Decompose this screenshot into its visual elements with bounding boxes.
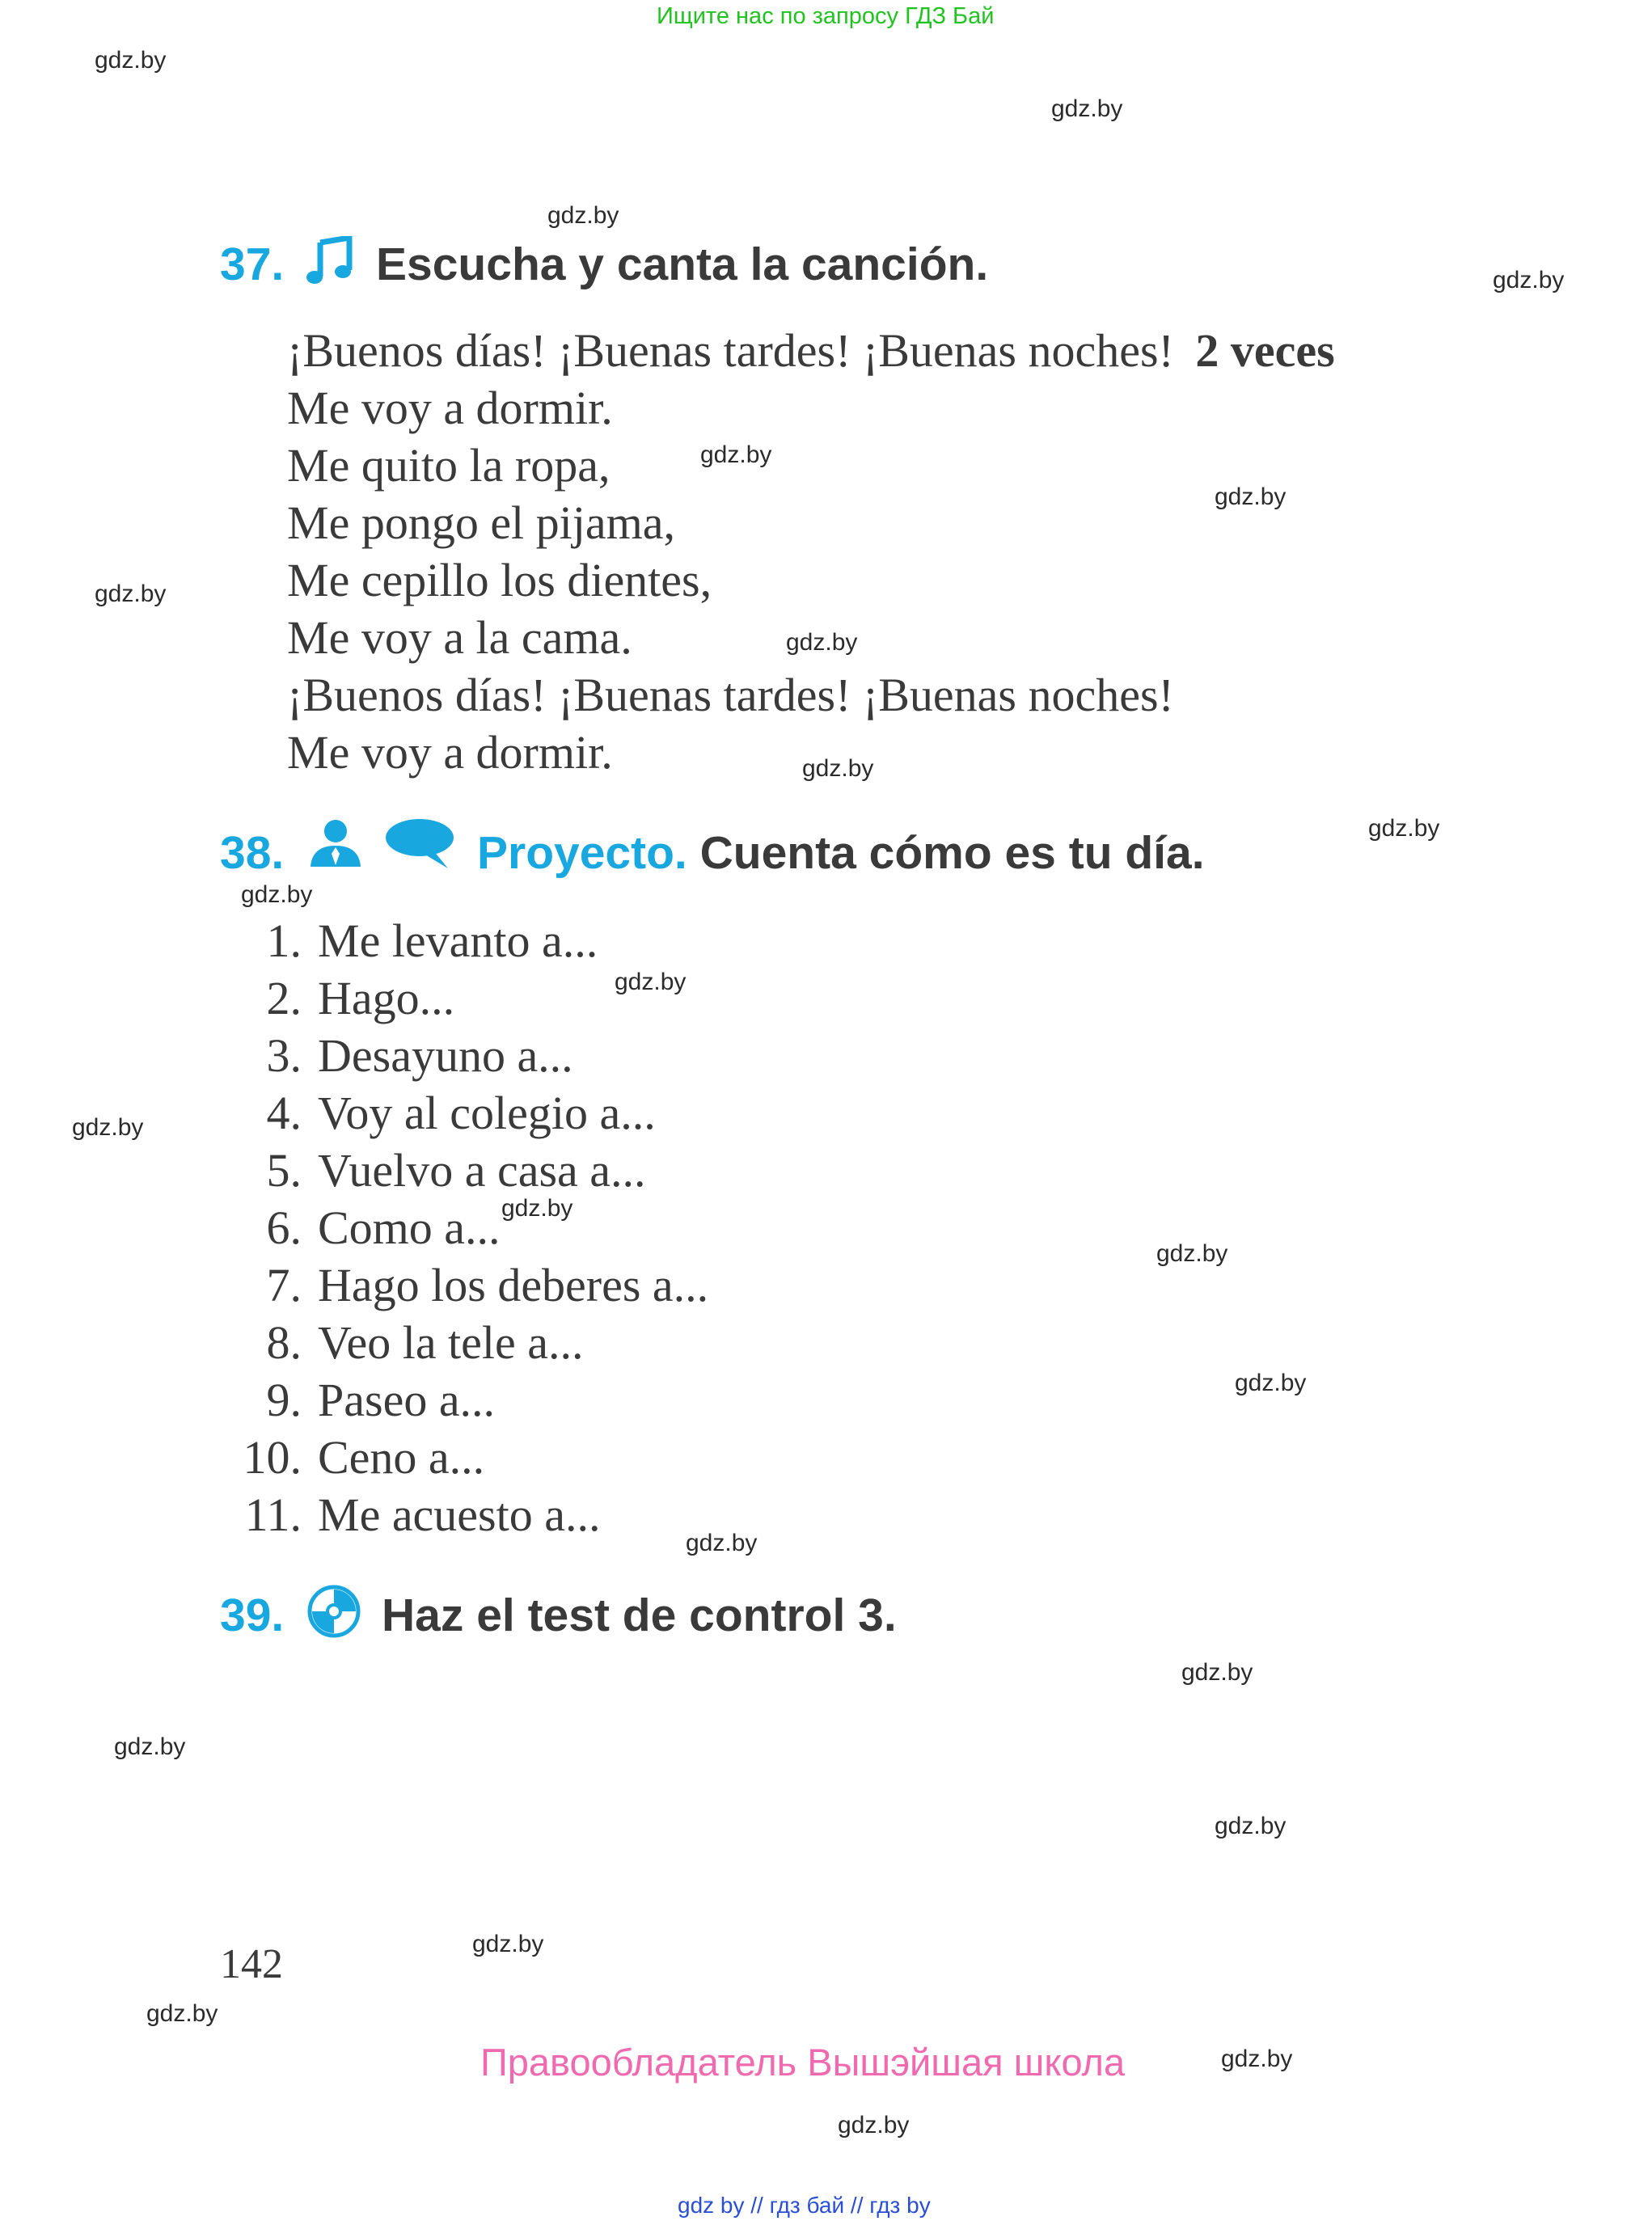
exercise-38-number: 38. <box>220 827 285 879</box>
watermark: gdz.by <box>700 441 772 468</box>
list-item <box>206 1084 708 1142</box>
watermark: gdz.by <box>95 47 167 74</box>
song-line: Me voy a dormir. <box>287 726 613 779</box>
watermark: gdz.by <box>786 629 858 656</box>
list-item-text: Me levanto a... <box>318 914 598 967</box>
watermark: gdz.by <box>95 581 167 607</box>
exercise-38-title-row <box>477 826 1205 880</box>
list-item-text: Desayuno a... <box>318 1029 573 1082</box>
song-line <box>287 322 1335 379</box>
watermark: gdz.by <box>146 2000 218 2027</box>
person-icon <box>307 818 364 868</box>
watermark: gdz.by <box>1156 1240 1228 1267</box>
list-item-text: Ceno a... <box>318 1431 485 1484</box>
repeat-note: 2 veces <box>1195 324 1335 377</box>
list-item <box>206 1199 708 1256</box>
watermark: gdz.by <box>1181 1659 1253 1686</box>
list-item-text: Me acuesto a... <box>318 1488 601 1541</box>
list-item-number: 4. <box>266 1087 302 1139</box>
list-item <box>206 1486 708 1543</box>
song-line: Me pongo el pijama, <box>287 496 676 549</box>
list-item-number: 7. <box>266 1259 302 1311</box>
list-item <box>206 1314 708 1371</box>
proyecto-label: Proyecto. <box>477 827 687 879</box>
list-item <box>206 1256 708 1314</box>
list-item-number: 6. <box>266 1201 302 1254</box>
list-item-text: Paseo a... <box>318 1374 496 1426</box>
watermark: gdz.by <box>1051 95 1123 122</box>
music-note-icon <box>306 236 356 286</box>
watermark: gdz.by <box>802 755 874 782</box>
list-item-number: 5. <box>266 1144 302 1197</box>
list-item-text: Hago... <box>318 972 455 1024</box>
watermark: gdz.by <box>838 2112 910 2138</box>
watermark: gdz.by <box>686 1530 758 1556</box>
song-line: Me voy a la cama. <box>287 611 632 664</box>
watermark: gdz.by <box>615 969 687 995</box>
list-item-number: 1. <box>266 914 302 967</box>
list-item-text: Vuelvo a casa a... <box>318 1144 646 1197</box>
list-item-number: 8. <box>266 1316 302 1369</box>
footer-links[interactable]: gdz by // гдз бай // гдз by <box>678 2193 931 2218</box>
watermark: gdz.by <box>114 1733 186 1760</box>
list-item-number: 9. <box>266 1374 302 1426</box>
watermark: gdz.by <box>1215 483 1287 510</box>
song-line: Me quito la ropa, <box>287 439 611 492</box>
speech-bubble-icon <box>385 818 454 870</box>
song-line: ¡Buenos días! ¡Buenas tardes! ¡Buenas noches! <box>287 669 1174 721</box>
exercise-37-title: Escucha y canta la canción. <box>376 239 989 290</box>
list-item <box>206 1027 708 1084</box>
watermark: gdz.by <box>1493 267 1565 293</box>
song-first-line: ¡Buenos días! ¡Buenas tardes! ¡Buenas noches! <box>287 324 1174 377</box>
exercise-38-title: Cuenta cómo es tu día. <box>699 827 1205 879</box>
watermark: gdz.by <box>72 1114 144 1141</box>
list-item-text: Veo la tele a... <box>318 1316 584 1369</box>
list-item <box>206 1142 708 1199</box>
list-item-number: 10. <box>243 1431 302 1484</box>
daily-routine-list <box>206 912 708 1543</box>
watermark: gdz.by <box>501 1195 573 1222</box>
cd-disc-icon <box>307 1585 361 1638</box>
watermark: gdz.by <box>241 881 313 908</box>
watermark: gdz.by <box>547 202 619 229</box>
list-item-text: Voy al colegio a... <box>318 1087 656 1139</box>
copyright-notice: Правообладатель Вышэйшая школа <box>480 2041 1126 2084</box>
list-item <box>206 1429 708 1486</box>
page-number: 142 <box>220 1941 283 1987</box>
exercise-39-title: Haz el test de control 3. <box>382 1590 897 1641</box>
exercise-39-number: 39. <box>220 1590 285 1641</box>
list-item <box>206 1371 708 1429</box>
watermark: gdz.by <box>1221 2046 1293 2072</box>
exercise-37-number: 37. <box>220 239 285 290</box>
watermark: gdz.by <box>1235 1370 1307 1396</box>
list-item <box>206 912 708 969</box>
song-line: Me cepillo los dientes, <box>287 554 712 606</box>
list-item-number: 3. <box>266 1029 302 1082</box>
list-item-text: Como a... <box>318 1201 501 1254</box>
watermark: gdz.by <box>1215 1813 1287 1839</box>
top-banner[interactable]: Ищите нас по запросу ГДЗ Бай <box>657 3 995 29</box>
watermark: gdz.by <box>1368 815 1440 842</box>
song-line: Me voy a dormir. <box>287 382 613 434</box>
list-item-number: 2. <box>266 972 302 1024</box>
watermark: gdz.by <box>472 1931 544 1957</box>
song-lyrics <box>287 322 1335 781</box>
list-item-text: Hago los deberes a... <box>318 1259 709 1311</box>
list-item-number: 11. <box>244 1488 302 1541</box>
